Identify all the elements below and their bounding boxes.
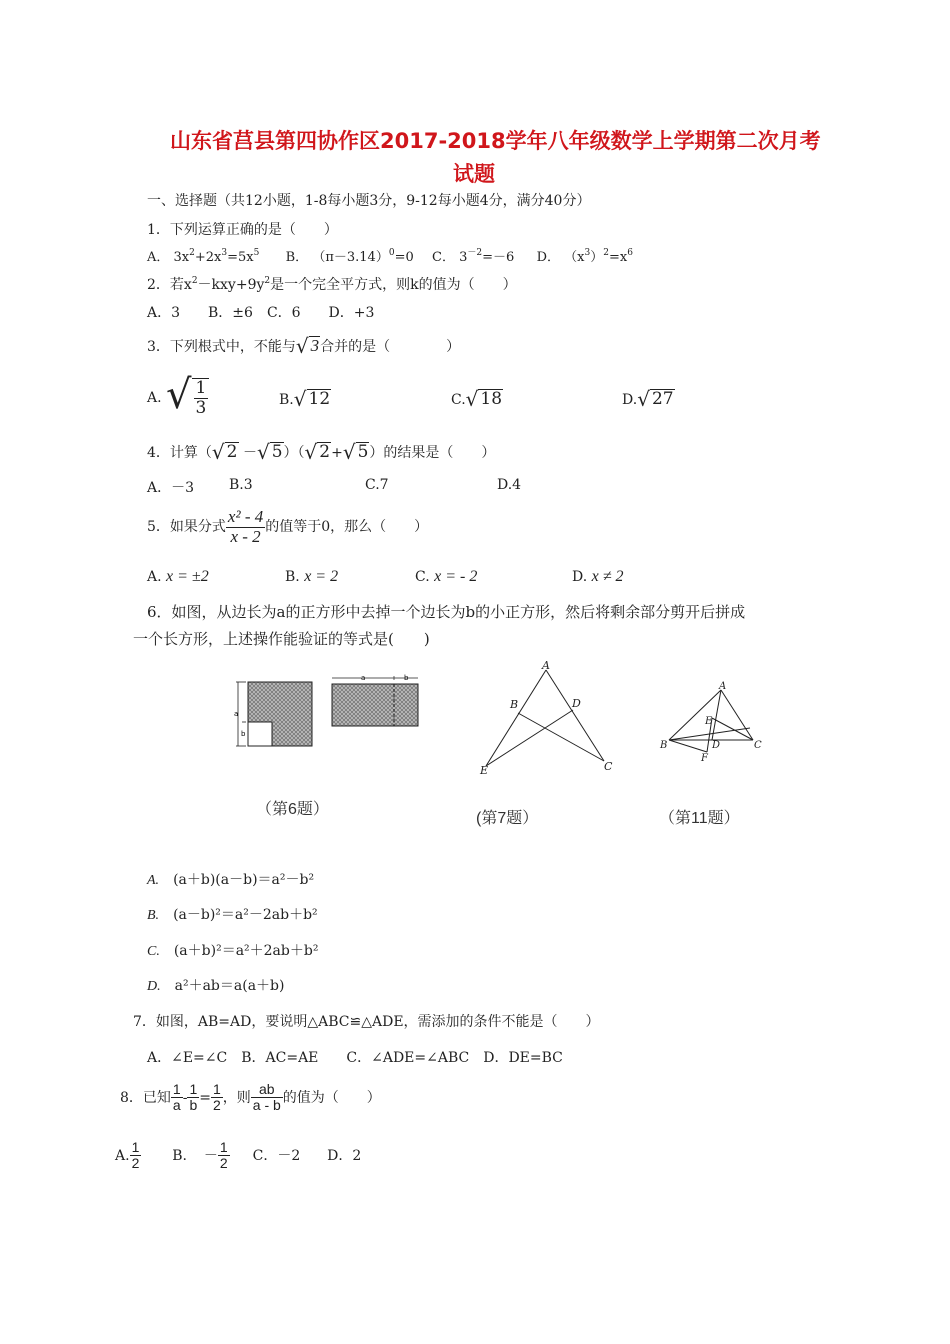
fig11-label-C: C — [754, 740, 762, 751]
q8-stem: 8．已知 $\frac{1}{a}$ - $\frac{1}{b}$ = $\frac{1}{2}$ ，则 $\frac{ab}{a - b}$ 的值为（ ） — [120, 1081, 381, 1114]
q2-options: A．3 B．±6 C．6 D．+3 — [147, 305, 375, 321]
q6-option-b: B. (a－b)²＝a²－2ab＋b² — [147, 907, 318, 923]
q6-stem-line1: 6．如图，从边长为a的正方形中去掉一个边长为b的小正方形，然后将剩余部分剪开后拼成 — [147, 603, 746, 621]
fig6-label-a: a — [234, 710, 239, 718]
q5-stem: 5．如果分式 $\frac{\text{x² - 4}}{x - 2}$ 的值等于0，那么（ ） — [147, 507, 429, 546]
q2-stem: 2．若$x^2-kxy+9y^2$是一个完全平方式，则k的值为（ ） — [147, 276, 517, 293]
fig7-label-C: C — [604, 760, 613, 773]
q6-option-c: C. (a＋b)²＝a²＋2ab＋b² — [147, 943, 319, 959]
fig6-rect-label-b: b — [404, 674, 409, 682]
q8-options: A. $\frac{1}{2}$ B. － $\frac{1}{2}$ C．－2 D．2 — [115, 1139, 362, 1172]
fig7-label-E: E — [480, 764, 489, 777]
fig7-label-B: B — [510, 698, 519, 711]
fig11-label-F: F — [701, 753, 708, 764]
fig6-label-b: b — [241, 730, 246, 738]
q1-stem: 1．下列运算正确的是（ ） — [147, 222, 338, 238]
q5-option-c: C. x = - 2 — [415, 568, 478, 585]
fig6-small-square — [248, 722, 272, 746]
q1-b-label: B． — [285, 250, 309, 265]
q3-option-c: C.√ 18 — [451, 387, 503, 411]
fig6-rect-label-a: a — [361, 674, 366, 682]
q6-option-d: D. a²＋ab＝a(a＋b) — [147, 978, 285, 994]
q3-option-d: D.√ 27 — [622, 387, 674, 411]
fig7-label-A: A — [542, 659, 550, 672]
figure-6 — [228, 672, 423, 752]
q7-options: A．∠E=∠C B．AC=AE C．∠ADE=∠ABC D．DE=BC — [147, 1050, 563, 1066]
q1-b-text: $(\pi-3.14)^0=0$ — [312, 248, 414, 265]
q1-d-label: D． — [536, 250, 561, 265]
q1-a-label: A． — [147, 250, 170, 265]
q4-option-d: D.4 — [497, 477, 522, 493]
fig11-label-B: B — [660, 740, 668, 751]
q6-option-a: A. (a＋b)(a－b)＝a²－b² — [147, 872, 315, 888]
q1-c-label: C． — [432, 250, 455, 265]
fig7-label-D: D — [572, 697, 581, 710]
q5-option-b: B. x = 2 — [285, 568, 339, 585]
q1-c-text: $3^{-2}=-6$ — [459, 248, 515, 265]
q4-option-c: C.7 — [365, 477, 389, 493]
q4-stem: 4．计算（√ 2 －√ 5）（√ 2+√ 5）的结果是（ ） — [147, 440, 496, 464]
q7-stem: 7．如图，AB=AD，要说明△ABC≌△ADE，需添加的条件不能是（ ） — [133, 1014, 600, 1030]
figure-11 — [655, 678, 765, 768]
q3-option-a: A. √ $\frac{1}{3}$ — [147, 372, 209, 418]
fig11-label-A: A — [719, 681, 727, 692]
fig11-label-E: E — [705, 716, 713, 727]
q4-option-a: A．－3 — [147, 480, 195, 496]
q1-options — [147, 246, 633, 265]
fig11-label-D: D — [712, 740, 721, 751]
figure-11-caption: （第11题） — [659, 810, 740, 827]
q3-stem: 3．下列根式中，不能与√ 3合并的是（ ） — [147, 334, 461, 358]
figure-6-caption: （第6题） — [256, 801, 329, 818]
section-header: 一、选择题（共12小题，1-8每小题3分，9-12每小题4分，满分40分） — [147, 193, 591, 209]
document-title: 山东省莒县第四协作区2017-2018学年八年级数学上学期第二次月考 — [170, 129, 821, 153]
q6-stem-line2: 一个长方形，上述操作能验证的等式是( ) — [133, 630, 430, 648]
q5-option-d: D. x ≠ 2 — [572, 568, 624, 585]
q1-a-text: $3x^2+2x^3=5x^5$ — [173, 248, 260, 265]
fig6-rectangle — [332, 684, 418, 726]
figure-7-caption: (第7题） — [476, 810, 539, 827]
q3-option-b: B.√ 12 — [279, 387, 331, 411]
q1-d-text: $(x^3)^2=x^6$ — [564, 248, 633, 265]
figure-7 — [472, 658, 622, 780]
q4-option-b: B.3 — [229, 477, 253, 493]
q5-option-a: A. x = ±2 — [147, 568, 209, 585]
document-title-line2: 试题 — [453, 162, 495, 186]
